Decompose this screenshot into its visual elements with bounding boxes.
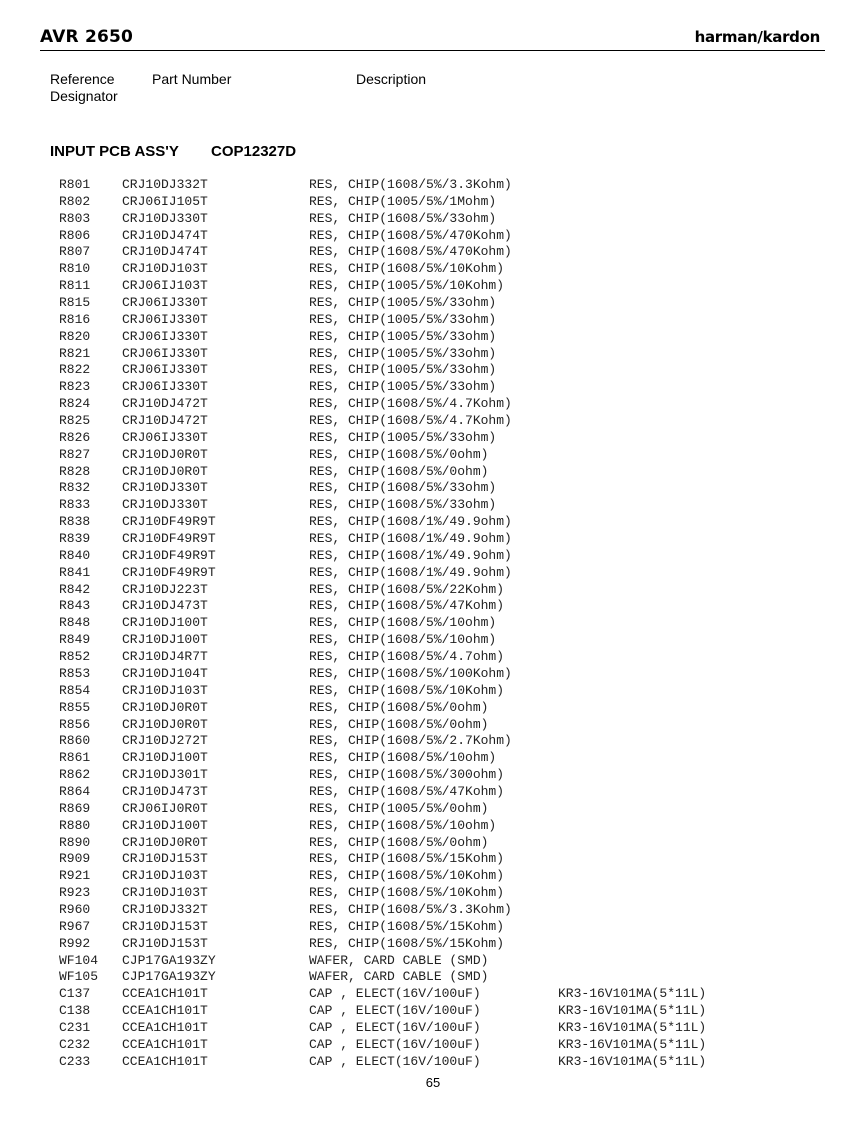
part-ref-designator: R890 [59,834,91,850]
part-description: RES, CHIP(1608/5%/15Kohm) [309,918,505,934]
part-description: RES, CHIP(1608/5%/0ohm) [309,463,489,479]
part-ref-designator: R869 [59,800,91,816]
part-description: RES, CHIP(1608/1%/49.9ohm) [309,564,512,580]
part-number: CRJ10DJ473T [122,783,208,799]
part-ref-designator: R816 [59,311,91,327]
part-description: RES, CHIP(1608/5%/4.7Kohm) [309,396,512,412]
part-number: CRJ10DJ103T [122,682,208,698]
part-ref-designator: R864 [59,783,91,799]
part-description: RES, CHIP(1608/5%/3.3Kohm) [309,177,512,192]
part-description: RES, CHIP(1005/5%/1Mohm) [309,193,497,209]
part-description: RES, CHIP(1608/5%/10ohm) [309,750,497,766]
part-description: RES, CHIP(1608/5%/15Kohm) [309,851,505,867]
part-number: CRJ10DF49R9T [122,514,216,530]
column-header-reference-line2: Designator [50,88,118,104]
part-description: RES, CHIP(1005/5%/33ohm) [309,429,497,445]
part-number: CRJ06IJ330T [122,379,208,395]
part-ref-designator: R856 [59,716,91,732]
part-ref-designator: R820 [59,328,91,344]
section-code: COP12327D [211,143,297,160]
part-ref-designator: R827 [59,446,91,462]
part-description: RES, CHIP(1608/5%/10ohm) [309,817,497,833]
part-description: RES, CHIP(1608/5%/47Kohm) [309,598,505,614]
part-description: CAP , ELECT(16V/100uF) [309,1019,481,1035]
part-ref-designator: R992 [59,935,91,951]
part-description: RES, CHIP(1608/5%/22Kohm) [309,581,505,597]
column-header-reference [50,71,118,105]
part-description: RES, CHIP(1005/5%/33ohm) [309,328,497,344]
part-ref-designator: R842 [59,581,91,597]
part-description: RES, CHIP(1608/5%/0ohm) [309,834,489,850]
part-description: RES, CHIP(1608/5%/15Kohm) [309,935,505,951]
part-description: RES, CHIP(1608/5%/4.7ohm) [309,649,505,665]
part-description: RES, CHIP(1005/5%/33ohm) [309,379,497,395]
part-ref-designator: R923 [59,885,91,901]
part-ref-designator: R801 [59,177,91,192]
column-header-reference-line1: Reference [50,71,115,87]
part-number: CRJ10DJ103T [122,868,208,884]
part-description: RES, CHIP(1608/5%/10Kohm) [309,261,505,277]
part-ref-designator: R841 [59,564,91,580]
part-number: CRJ10DJ153T [122,935,208,951]
part-description: RES, CHIP(1608/1%/49.9ohm) [309,514,512,530]
part-description: RES, CHIP(1608/5%/47Kohm) [309,783,505,799]
part-description: CAP , ELECT(16V/100uF) [309,1053,481,1069]
part-number: CRJ10DJ330T [122,497,208,513]
part-description: RES, CHIP(1608/5%/33ohm) [309,497,497,513]
part-number: CRJ10DJ4R7T [122,649,208,665]
part-number: CJP17GA193ZY [122,952,216,968]
part-ref-designator: R824 [59,396,91,412]
part-description: RES, CHIP(1608/5%/3.3Kohm) [309,901,512,917]
part-ref-designator: R822 [59,362,91,378]
part-ref-designator: R854 [59,682,91,698]
part-number: CRJ10DJ100T [122,817,208,833]
part-description: RES, CHIP(1608/5%/33ohm) [309,480,497,496]
part-number: CCEA1CH101T [122,986,208,1002]
part-number: CRJ06IJ330T [122,328,208,344]
part-number: CRJ06IJ330T [122,295,208,311]
part-ref-designator: R862 [59,767,91,783]
part-ref-designator: R855 [59,699,91,715]
part-ref-designator: R811 [59,278,91,294]
part-ref-designator: C138 [59,1003,91,1019]
part-description: RES, CHIP(1005/5%/33ohm) [309,362,497,378]
part-description: RES, CHIP(1608/5%/470Kohm) [309,227,512,243]
part-number: CCEA1CH101T [122,1053,208,1069]
part-description: RES, CHIP(1005/5%/10Kohm) [309,278,505,294]
part-ref-designator: C232 [59,1036,91,1052]
part-description: RES, CHIP(1608/5%/470Kohm) [309,244,512,260]
part-number: CRJ10DJ0R0T [122,446,208,462]
part-ref-designator: R832 [59,480,91,496]
part-description: WAFER, CARD CABLE (SMD) [309,952,489,968]
part-number: CCEA1CH101T [122,1019,208,1035]
part-note: KR3-16V101MA(5*11L) [558,986,707,1002]
column-header-part-number: Part Number [152,71,232,87]
part-description: CAP , ELECT(16V/100uF) [309,1036,481,1052]
part-ref-designator: R849 [59,632,91,648]
part-ref-designator: R807 [59,244,91,260]
part-description: RES, CHIP(1608/5%/100Kohm) [309,665,512,681]
part-number: CRJ10DJ472T [122,413,208,429]
part-description: RES, CHIP(1608/5%/4.7Kohm) [309,413,512,429]
part-number: CCEA1CH101T [122,1036,208,1052]
part-note: KR3-16V101MA(5*11L) [558,1019,707,1035]
part-description: RES, CHIP(1608/5%/0ohm) [309,446,489,462]
part-description: RES, CHIP(1608/5%/10ohm) [309,632,497,648]
part-number: CRJ10DJ223T [122,581,208,597]
part-ref-designator: R853 [59,665,91,681]
part-ref-designator: R860 [59,733,91,749]
part-number: CRJ10DJ153T [122,918,208,934]
part-number: CRJ10DJ473T [122,598,208,614]
part-ref-designator: R861 [59,750,91,766]
part-ref-designator: R960 [59,901,91,917]
part-number: CRJ10DJ103T [122,885,208,901]
part-ref-designator: R848 [59,615,91,631]
part-ref-designator: R838 [59,514,91,530]
part-number: CRJ10DJ0R0T [122,463,208,479]
section-title: INPUT PCB ASS'Y [50,143,179,160]
part-ref-designator: C231 [59,1019,91,1035]
part-number: CRJ10DJ332T [122,177,208,192]
part-number: CRJ10DJ330T [122,480,208,496]
part-ref-designator: R815 [59,295,91,311]
part-note: KR3-16V101MA(5*11L) [558,1003,707,1019]
part-description: RES, CHIP(1005/5%/33ohm) [309,295,497,311]
part-number: CRJ06IJ330T [122,429,208,445]
page-number: 65 [425,1075,441,1090]
part-number: CRJ10DJ474T [122,244,208,260]
part-description: RES, CHIP(1608/5%/10Kohm) [309,682,505,698]
part-ref-designator: R843 [59,598,91,614]
part-ref-designator: R825 [59,413,91,429]
part-description: CAP , ELECT(16V/100uF) [309,1003,481,1019]
part-number: CRJ10DJ100T [122,615,208,631]
part-number: CRJ10DJ0R0T [122,699,208,715]
part-note: KR3-16V101MA(5*11L) [558,1053,707,1069]
part-number: CRJ10DJ332T [122,901,208,917]
part-ref-designator: R826 [59,429,91,445]
part-ref-designator: C137 [59,986,91,1002]
part-description: RES, CHIP(1608/5%/0ohm) [309,716,489,732]
part-description: RES, CHIP(1608/5%/300ohm) [309,767,505,783]
part-number: CRJ10DJ153T [122,851,208,867]
part-ref-designator: R833 [59,497,91,513]
part-description: CAP , ELECT(16V/100uF) [309,986,481,1002]
part-number: CCEA1CH101T [122,1003,208,1019]
part-ref-designator: R852 [59,649,91,665]
part-ref-designator: R839 [59,531,91,547]
part-number: CJP17GA193ZY [122,969,216,985]
part-number: CRJ06IJ103T [122,278,208,294]
part-number: CRJ10DJ474T [122,227,208,243]
brand-logo-text: harman/kardon [694,28,820,46]
part-description: RES, CHIP(1005/5%/0ohm) [309,800,489,816]
part-description: WAFER, CARD CABLE (SMD) [309,969,489,985]
part-description: RES, CHIP(1608/1%/49.9ohm) [309,531,512,547]
part-number: CRJ10DJ301T [122,767,208,783]
part-description: RES, CHIP(1608/5%/10ohm) [309,615,497,631]
part-number: CRJ10DJ100T [122,632,208,648]
part-number: CRJ10DJ103T [122,261,208,277]
part-description: RES, CHIP(1608/1%/49.9ohm) [309,547,512,563]
part-number: CRJ06IJ330T [122,345,208,361]
part-description: RES, CHIP(1608/5%/2.7Kohm) [309,733,512,749]
part-note: KR3-16V101MA(5*11L) [558,1036,707,1052]
part-number: CRJ10DJ330T [122,210,208,226]
part-description: RES, CHIP(1005/5%/33ohm) [309,345,497,361]
part-ref-designator: R828 [59,463,91,479]
part-number: CRJ10DJ472T [122,396,208,412]
part-number: CRJ10DJ104T [122,665,208,681]
part-number: CRJ06IJ330T [122,311,208,327]
part-ref-designator: R821 [59,345,91,361]
part-number: CRJ06IJ105T [122,193,208,209]
part-number: CRJ10DJ0R0T [122,716,208,732]
model-title: AVR 2650 [40,27,134,47]
part-ref-designator: R810 [59,261,91,277]
part-ref-designator: R967 [59,918,91,934]
part-ref-designator: R823 [59,379,91,395]
part-number: CRJ10DF49R9T [122,531,216,547]
part-number: CRJ10DF49R9T [122,547,216,563]
part-description: RES, CHIP(1608/5%/10Kohm) [309,885,505,901]
part-number: CRJ10DJ0R0T [122,834,208,850]
part-ref-designator: WF105 [59,969,99,985]
part-ref-designator: R921 [59,868,91,884]
part-number: CRJ06IJ330T [122,362,208,378]
part-description: RES, CHIP(1608/5%/0ohm) [309,699,489,715]
part-number: CRJ10DJ100T [122,750,208,766]
part-ref-designator: R909 [59,851,91,867]
column-header-description: Description [356,71,427,87]
part-description: RES, CHIP(1608/5%/33ohm) [309,210,497,226]
part-number: CRJ10DJ272T [122,733,208,749]
part-ref-designator: R840 [59,547,91,563]
part-ref-designator: R880 [59,817,91,833]
part-ref-designator: R803 [59,210,91,226]
part-ref-designator: R806 [59,227,91,243]
part-description: RES, CHIP(1608/5%/10Kohm) [309,868,505,884]
header-divider [40,50,825,51]
part-ref-designator: WF104 [59,952,99,968]
part-number: CRJ10DF49R9T [122,564,216,580]
part-number: CRJ06IJ0R0T [122,800,208,816]
part-ref-designator: R802 [59,193,91,209]
part-ref-designator: C233 [59,1053,91,1069]
part-description: RES, CHIP(1005/5%/33ohm) [309,311,497,327]
